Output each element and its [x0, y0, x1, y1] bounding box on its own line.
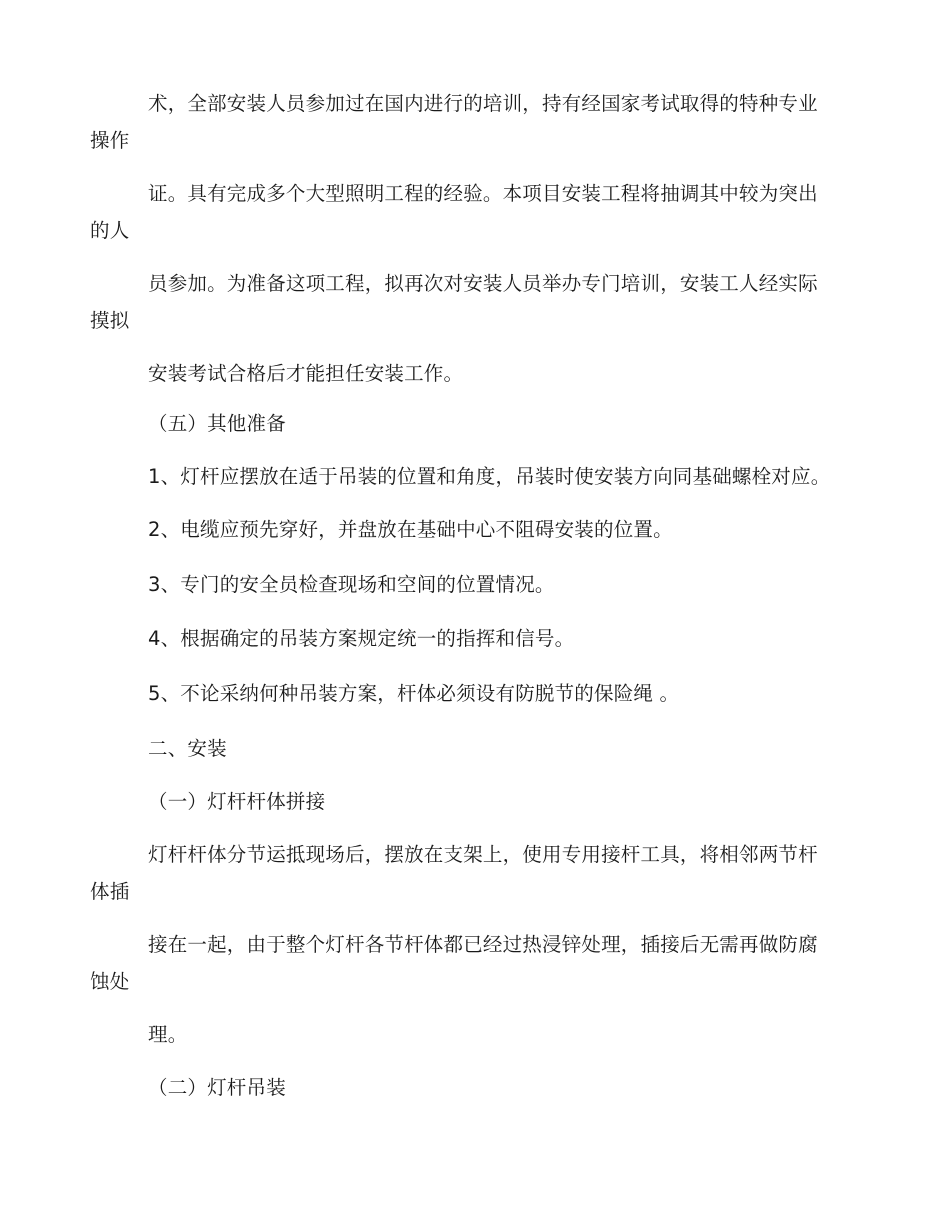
paragraph-line: 的人 — [90, 219, 130, 242]
paragraph-line: 摸拟 — [90, 309, 130, 332]
list-item: 2、电缆应预先穿好，并盘放在基础中心不阻碍安装的位置。 — [148, 518, 673, 541]
list-item: 3、专门的安全员检查现场和空间的位置情况。 — [148, 573, 555, 596]
section-heading: （五）其他准备 — [148, 412, 286, 435]
paragraph-line: 员参加。为准备这项工程，拟再次对安装人员举办专门培训，安装工人经实际 — [148, 272, 818, 295]
list-item: 4、根据确定的吊装方案规定统一的指挥和信号。 — [148, 627, 575, 650]
section-heading: （二）灯杆吊装 — [148, 1076, 286, 1099]
paragraph-line: 术，全部安装人员参加过在国内进行的培训，持有经国家考试取得的特种专业 — [148, 92, 818, 115]
paragraph-line: 安装考试合格后才能担任安装工作。 — [148, 362, 464, 385]
paragraph-line: 证。具有完成多个大型照明工程的经验。本项目安装工程将抽调其中较为突出 — [148, 182, 818, 205]
paragraph-line: 灯杆杆体分节运抵现场后，摆放在支架上，使用专用接杆工具，将相邻两节杆 — [148, 843, 818, 866]
chapter-heading: 二、安装 — [148, 737, 227, 760]
section-heading: （一）灯杆杆体拼接 — [148, 790, 326, 813]
paragraph-line: 理。 — [148, 1023, 188, 1046]
list-item: 5、不论采纳何种吊装方案，杆体必须设有防脱节的保险绳 。 — [148, 682, 680, 705]
paragraph-line: 蚀处 — [90, 970, 130, 993]
paragraph-line: 体插 — [90, 880, 130, 903]
paragraph-line: 接在一起，由于整个灯杆各节杆体都已经过热浸锌处理，插接后无需再做防腐 — [148, 933, 818, 956]
paragraph-line: 操作 — [90, 129, 130, 152]
list-item: 1、灯杆应摆放在适于吊装的位置和角度，吊装时使安装方向同基础螺栓对应。 — [148, 465, 831, 488]
